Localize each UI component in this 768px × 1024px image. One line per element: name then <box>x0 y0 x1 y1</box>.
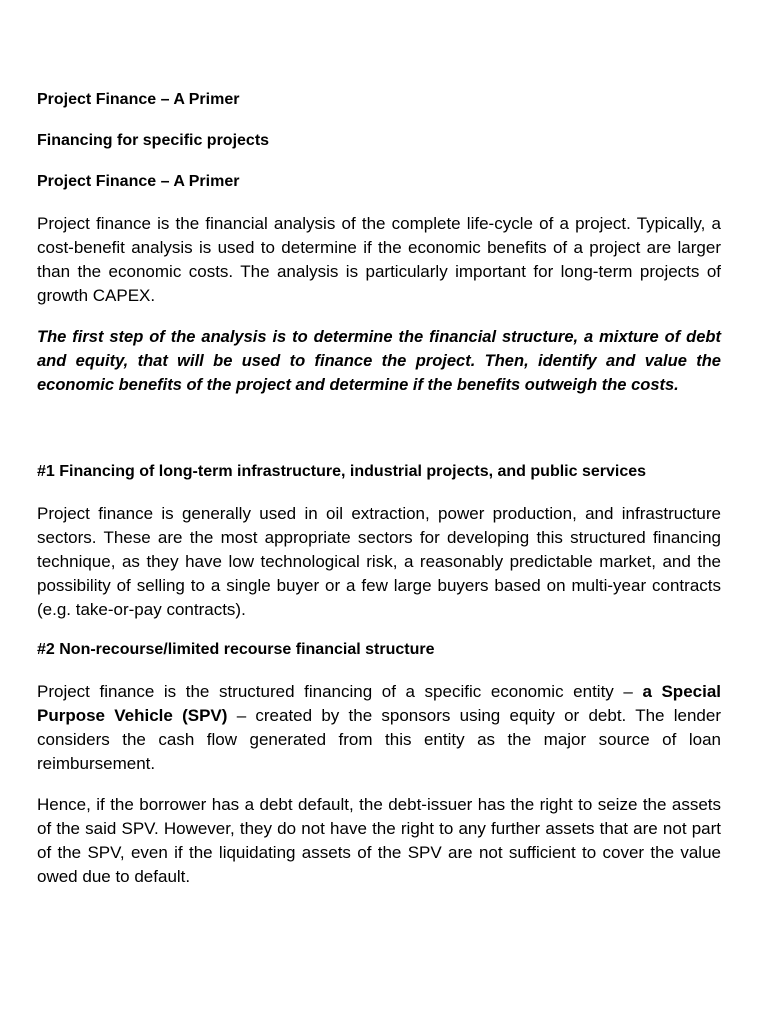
document-page <box>37 89 721 906</box>
section-spacer <box>37 414 721 461</box>
spv-text-end: – created by the sponsors using equity or debt. The lender considers the cash flow generated from this entity as the major source of loan reimbursement. <box>37 706 721 773</box>
document-title: Project Finance – A Primer <box>37 91 240 108</box>
section-2-paragraph-1 <box>37 680 721 776</box>
document-subtitle: Financing for specific projects <box>37 132 270 149</box>
spv-text-start: Project finance is the structured financing of a specific economic entity – <box>37 682 633 701</box>
section-1-heading: #1 Financing of long-term infrastructure, industrial projects, and public services <box>37 463 647 480</box>
intro-paragraph: Project finance is the financial analysis of the complete life-cycle of a project. Typically, a cost-benefit analysis is used to determine if the economic benefits of a project are larger than the economic costs. The analysis is particularly important for long-term projects of growth CAPEX. <box>37 214 721 305</box>
section-2-heading: #2 Non-recourse/limited recourse financial structure <box>37 641 435 658</box>
spv-bold-term: a Special Purpose Vehicle (SPV) <box>37 682 722 725</box>
section-1-paragraph: Project finance is generally used in oil extraction, power production, and infrastructure sectors. These are the most appropriate sectors for developing this structured financing technique, as they have low technological risk, a reasonably predictable market, and the possibility of selling to a single buyer or a few large buyers based on multi-year contracts (e.g. take-or-pay contracts). <box>37 504 721 619</box>
section-2-paragraph-2: Hence, if the borrower has a debt default, the debt-issuer has the right to seize the assets of the said SPV. However, they do not have the right to any further assets that are not part of the SPV, even if the liquidating assets of the SPV are not sufficient to cover the value owed due to default. <box>37 795 721 886</box>
document-title-repeat: Project Finance – A Primer <box>37 173 240 190</box>
emphasis-paragraph: The first step of the analysis is to determine the financial structure, a mixture of debt and equity, that will be used to finance the project. Then, identify and value the economic benefits of the project and determine if the benefits outweigh the costs. <box>37 328 721 394</box>
